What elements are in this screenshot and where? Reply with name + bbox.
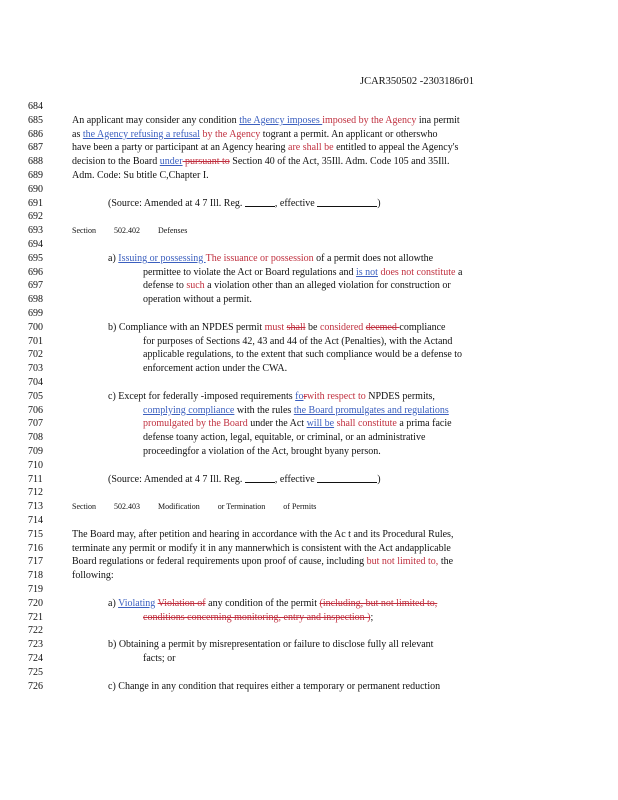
text-segment: for purposes of Sections 42, 43 and 44 of the Act (Penalties), with the Actand: [143, 335, 453, 347]
inserted-text: Issuing or possessing: [118, 252, 206, 264]
line-number: 704: [28, 377, 43, 388]
line-text: [108, 252, 433, 266]
document-line: [28, 445, 588, 459]
text-segment: Section 40 of the Act, 35Ill. Adm. Code 105 and 35Ill.: [229, 156, 450, 168]
document-line: [28, 155, 588, 169]
deleted-text: shall: [286, 321, 306, 333]
document-line: [28, 624, 588, 638]
deleted-text: deemed: [365, 321, 400, 333]
text-segment: ): [377, 473, 381, 485]
line-text: [143, 348, 462, 362]
text-segment: Defenses: [158, 226, 188, 236]
document-line: [28, 528, 588, 542]
text-segment: 502.402: [114, 226, 140, 236]
text-segment: 502.403: [114, 502, 140, 512]
line-number: 693: [28, 225, 43, 237]
document-line: [28, 335, 588, 349]
line-text: [72, 128, 437, 142]
line-number: 702: [28, 349, 43, 361]
line-number: 720: [28, 597, 43, 609]
document-line: [28, 666, 588, 680]
text-segment: An applicant may consider any condition: [72, 114, 240, 126]
document-line: [28, 224, 588, 238]
line-number: 691: [28, 197, 43, 209]
document-line: [28, 542, 588, 556]
text-segment: a: [455, 266, 463, 278]
line-text: [143, 652, 176, 666]
text-segment: a violation other than an alleged violation for construction or: [204, 280, 451, 292]
document-line: [28, 376, 588, 390]
text-segment: ): [377, 197, 381, 209]
revised-text: are shall be: [288, 142, 334, 154]
inserted-text: Violating: [118, 597, 156, 609]
line-number: 715: [28, 528, 43, 540]
document-line: [28, 114, 588, 128]
fill-in-blank: [245, 473, 275, 483]
document-line: [28, 638, 588, 652]
inserted-text: the Agency imposes: [239, 114, 323, 126]
text-segment: NPDES permits,: [365, 390, 435, 402]
text-segment: b) Obtaining a permit by misrepresentation or failure to disclose fully all relevant: [108, 639, 434, 651]
revised-text: must: [264, 321, 287, 333]
document-line: [28, 500, 588, 514]
text-segment: , effective: [274, 197, 318, 209]
line-number: 694: [28, 239, 43, 250]
line-number: 725: [28, 666, 43, 678]
text-segment: a prima facie: [396, 418, 452, 430]
deleted-text: Violation of: [157, 597, 206, 609]
line-number: 724: [28, 653, 43, 664]
document-line: [28, 100, 588, 114]
line-text: [143, 279, 451, 293]
line-number: 722: [28, 625, 43, 637]
line-text: [143, 445, 381, 459]
revised-text: promulgated: [143, 418, 194, 430]
line-number: 695: [28, 252, 43, 264]
line-number: 709: [28, 446, 43, 457]
text-segment: Modification: [158, 502, 200, 512]
revised-text: imposed by the Agency: [322, 114, 417, 126]
document-line: [28, 141, 588, 155]
line-text: [143, 431, 425, 445]
document-line: [28, 252, 588, 266]
document-line: [28, 514, 588, 528]
line-number: 710: [28, 459, 43, 471]
line-text: [143, 362, 287, 376]
text-segment: terminate any permit or modify it in any mannerwhich is consistent with the Act andapplicable: [72, 542, 451, 554]
deleted-text: r: [303, 390, 307, 402]
text-segment: c) Change in any condition that requires either a temporary or permanent reduction: [108, 680, 441, 692]
line-number: 707: [28, 418, 43, 430]
line-number: 698: [28, 294, 43, 306]
line-number: 685: [28, 114, 43, 126]
fill-in-blank: [317, 473, 377, 483]
line-text: [143, 266, 462, 280]
line-text: [108, 597, 437, 611]
document-line: [28, 169, 588, 183]
text-segment: compliance: [399, 321, 446, 333]
text-segment: enforcement action under the CWA.: [143, 363, 288, 375]
line-number: 696: [28, 266, 43, 278]
text-segment: Section: [72, 226, 96, 236]
text-segment: a): [108, 597, 119, 609]
text-segment: of Permits: [283, 502, 317, 512]
document-line: [28, 611, 588, 625]
text-segment: following:: [72, 570, 114, 582]
inserted-text: complying compliance: [143, 404, 235, 416]
line-text: [72, 555, 453, 569]
document-line: [28, 404, 588, 418]
line-number: 708: [28, 432, 43, 444]
document-line: [28, 197, 588, 211]
revised-text: considered: [319, 321, 364, 333]
revised-text: The issuance or possession: [205, 252, 314, 264]
text-segment: facts; or: [143, 653, 176, 664]
document-line: [28, 597, 588, 611]
line-number: 697: [28, 280, 43, 292]
document-line: [28, 362, 588, 376]
line-number: 705: [28, 390, 43, 402]
text-segment: ina permit: [416, 114, 460, 126]
document-line: [28, 279, 588, 293]
line-text: [72, 141, 458, 155]
revised-text: by the Agency: [200, 128, 261, 140]
text-segment: with the rules: [234, 404, 294, 416]
text-segment: proceedingfor a violation of the Act, brought byany person.: [143, 446, 381, 457]
document-line: [28, 431, 588, 445]
inserted-text: fo: [295, 390, 304, 402]
text-segment: defense to: [143, 280, 187, 292]
line-number: 719: [28, 584, 43, 595]
line-number: 699: [28, 308, 43, 319]
document-line: [28, 555, 588, 569]
line-text: [143, 293, 252, 307]
text-segment: togrant a permit. An applicant or otherswho: [260, 128, 438, 140]
document-line: [28, 348, 588, 362]
line-text: [108, 390, 435, 404]
document-line: [28, 238, 588, 252]
line-number: 711: [28, 473, 43, 485]
line-text: [108, 473, 381, 487]
document-id: JCAR350502 -2303186r01: [360, 76, 475, 87]
deleted-text: pursuant to: [182, 156, 230, 168]
line-text: [108, 321, 445, 335]
text-segment: applicable regulations, to the extent that such compliance would be a defense to: [143, 349, 463, 361]
document-line: [28, 128, 588, 142]
text-segment: under the Act: [247, 418, 307, 430]
inserted-text: under: [159, 156, 183, 168]
text-segment: Section: [72, 502, 96, 512]
text-segment: as: [72, 128, 83, 140]
line-text: [72, 528, 453, 542]
document-line: [28, 652, 588, 666]
line-number: 688: [28, 156, 43, 168]
line-number: 716: [28, 542, 43, 554]
line-text: [72, 569, 114, 583]
text-segment: entitled to appeal the Agency's: [333, 142, 459, 154]
deleted-text: conditions concerning monitoring, entry and inspection ): [143, 611, 371, 623]
text-segment: c) Except for federally -imposed requirements: [108, 390, 296, 402]
line-number: 718: [28, 570, 43, 582]
text-segment: defense toany action, legal, equitable, or criminal, or an administrative: [143, 432, 426, 444]
text-segment: of a permit does not allowthe: [313, 252, 434, 264]
line-text: [72, 155, 449, 169]
document-line: [28, 307, 588, 321]
line-number: 712: [28, 487, 43, 499]
line-number: 687: [28, 142, 43, 154]
line-number: 717: [28, 556, 43, 568]
line-number: 686: [28, 128, 43, 140]
line-number: 701: [28, 335, 43, 347]
text-segment: , effective: [274, 473, 318, 485]
line-number: 714: [28, 515, 43, 526]
revised-text: but not limited to,: [366, 556, 439, 568]
document-line: [28, 390, 588, 404]
deleted-text: (including, but not limited to,: [319, 597, 438, 609]
line-number: 689: [28, 170, 43, 181]
line-text: [108, 197, 381, 211]
line-text: [108, 638, 433, 652]
document-line: [28, 473, 588, 487]
line-number: 703: [28, 363, 43, 375]
line-number: 723: [28, 639, 43, 651]
document-line: [28, 680, 588, 694]
text-segment: permittee to violate the Act or Board regulations and: [143, 266, 356, 278]
text-segment: Board regulations or federal requirements upon proof of cause, including: [72, 556, 367, 568]
line-number: 690: [28, 183, 43, 195]
line-number: 721: [28, 611, 43, 623]
text-segment: the: [438, 556, 454, 568]
line-text: [108, 680, 440, 694]
document-line: [28, 569, 588, 583]
document-line: [28, 266, 588, 280]
inserted-text: is not: [356, 266, 378, 278]
document-line: [28, 583, 588, 597]
text-segment: be: [305, 321, 320, 333]
inserted-text: will be: [306, 418, 335, 430]
document-line: [28, 417, 588, 431]
document-line: [28, 210, 588, 224]
text-segment: Adm. Code: Su btitle C,Chapter I.: [72, 170, 209, 181]
revised-text: shall constitute: [336, 418, 397, 430]
revised-text: such: [186, 280, 205, 292]
revised-text: with respect to: [306, 390, 366, 402]
text-segment: a): [108, 252, 119, 264]
revised-text: does not constitute: [377, 266, 456, 278]
document-line: [28, 183, 588, 197]
line-text: [72, 169, 209, 183]
text-segment: The Board may, after petition and hearing in accordance with the Ac t and its Procedural Rules,: [72, 528, 454, 540]
inserted-text: the Board promulgates and regulations: [293, 404, 449, 416]
line-text: [143, 611, 373, 625]
section-heading: [72, 500, 334, 514]
text-segment: any condition of the permit: [205, 597, 320, 609]
line-number: 713: [28, 501, 43, 513]
text-segment: operation without a permit.: [143, 294, 252, 306]
section-heading: [72, 224, 205, 238]
text-segment: decision to the Board: [72, 156, 160, 168]
text-segment: (Source: Amended at 4 7 Ill. Reg.: [108, 473, 245, 485]
line-number: 706: [28, 404, 43, 416]
document-line: [28, 321, 588, 335]
line-number: 692: [28, 211, 43, 223]
inserted-text: the Agency refusing a refusal: [82, 128, 201, 140]
text-segment: b) Compliance with an NPDES permit: [108, 321, 265, 333]
fill-in-blank: [245, 197, 275, 207]
line-number: 726: [28, 680, 43, 692]
line-text: [143, 404, 449, 418]
line-text: [72, 114, 460, 128]
text-segment: have been a party or participant at an Agency hearing: [72, 142, 289, 154]
line-text: [143, 335, 452, 349]
text-segment: (Source: Amended at 4 7 Ill. Reg.: [108, 197, 245, 209]
text-segment: or Termination: [217, 502, 266, 512]
line-text: [143, 417, 452, 431]
document-line: [28, 459, 588, 473]
line-text: [72, 542, 451, 556]
line-number: 684: [28, 101, 43, 112]
document-line: [28, 486, 588, 500]
line-number: 700: [28, 321, 43, 333]
document-line: [28, 293, 588, 307]
fill-in-blank: [317, 197, 377, 207]
text-segment: ;: [370, 611, 374, 623]
revised-text: by the Board: [196, 418, 248, 430]
